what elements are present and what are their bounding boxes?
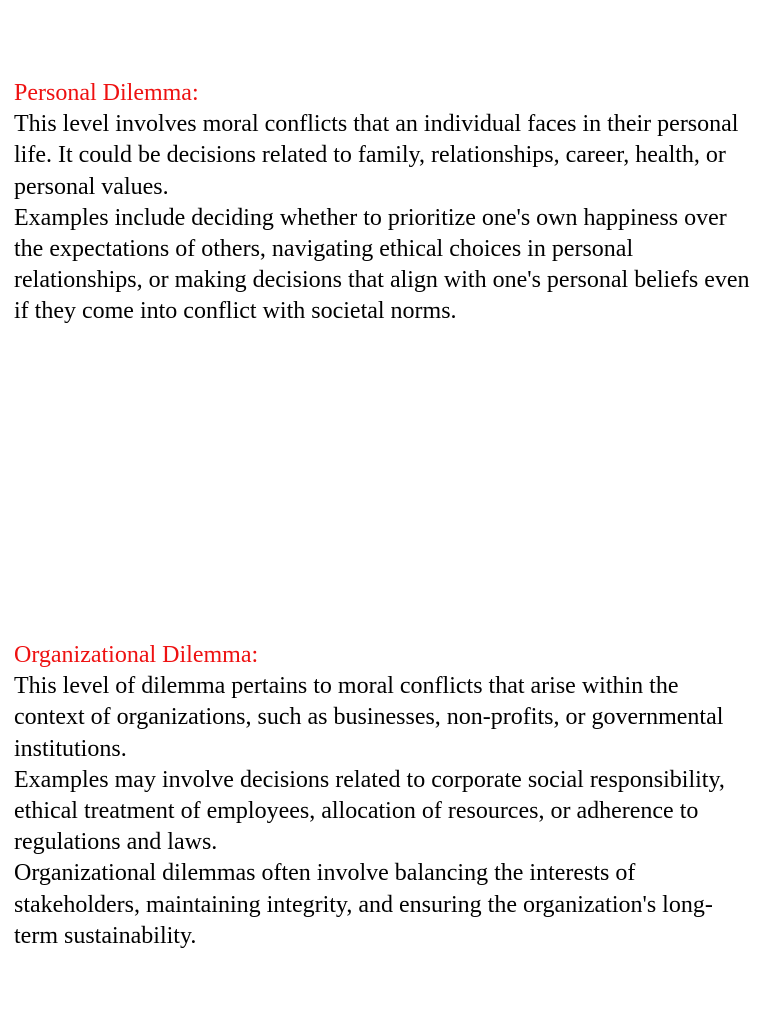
organizational-dilemma-heading: Organizational Dilemma: (14, 642, 259, 668)
personal-dilemma-heading: Personal Dilemma: (14, 80, 199, 106)
organizational-dilemma-section (14, 640, 754, 952)
organizational-dilemma-paragraph: Organizational dilemmas often involve balancing the interests of stakeholders, maintaining integrity, and ensuring the organization's long-term sustainability. (14, 860, 713, 949)
personal-dilemma-section (14, 78, 754, 328)
personal-dilemma-paragraph: Examples include deciding whether to prioritize one's own happiness over the expectations of others, navigating ethical choices in personal relationships, or making decisions that align with one's personal beliefs even if they come into conflict with societal norms. (14, 204, 750, 325)
personal-dilemma-paragraph: This level involves moral conflicts that an individual faces in their personal life. It could be decisions related to family, relationships, career, health, or personal values. (14, 111, 739, 200)
organizational-dilemma-paragraph: This level of dilemma pertains to moral conflicts that arise within the context of organizations, such as businesses, non-profits, or governmental institutions. (14, 673, 724, 762)
organizational-dilemma-paragraph: Examples may involve decisions related to corporate social responsibility, ethical treatment of employees, allocation of resources, or adherence to regulations and laws. (14, 766, 725, 856)
